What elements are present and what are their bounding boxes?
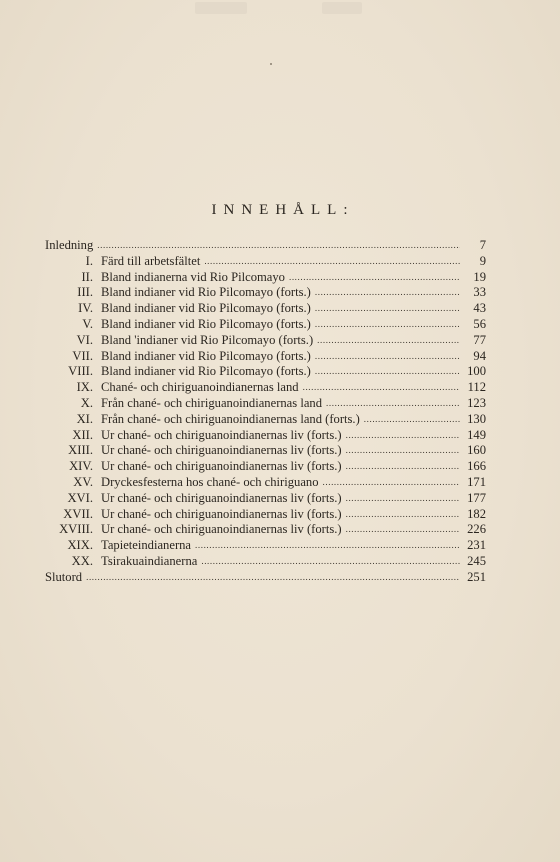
dot-leader [346,428,460,444]
toc-entry [45,570,486,586]
chapter-number: III. [77,285,93,300]
chapter-title: Bland indianer vid Rio Pilcomayo (forts.) [101,348,311,363]
page-number: 94 [473,348,486,363]
dot-leader [346,522,460,538]
page-number: 130 [467,411,486,426]
chapter-title: Tapieteindianerna [101,538,192,553]
toc-entry [45,428,486,444]
dot-leader [346,491,460,507]
toc-entry [45,270,486,286]
chapter-title: Tsirakuaindianerna [101,553,198,568]
page-number: 100 [467,364,486,379]
page-number: 77 [473,332,486,347]
page-number: 149 [467,427,486,442]
chapter-title: Från chané- och chiriguanoindianernas land (forts.) [101,411,360,426]
page-number: 226 [467,522,486,537]
chapter-number: XV. [73,474,93,489]
toc-entry [45,412,486,428]
page-number: 251 [467,569,486,584]
page-number: 123 [467,395,486,410]
chapter-title: Färd till arbetsfältet [101,253,201,268]
page-number: 56 [473,316,486,331]
page-number: 112 [467,380,486,395]
table-of-contents [45,238,486,586]
toc-entry [45,396,486,412]
chapter-number: V. [82,316,93,331]
toc-entry [45,475,486,491]
chapter-number: XIX. [67,538,93,553]
page-number: 43 [473,301,486,316]
toc-entry [45,349,486,365]
toc-entry [45,380,486,396]
toc-entry [45,238,486,254]
page-number: 9 [479,253,486,268]
toc-entry [45,538,486,554]
chapter-number: VII. [72,348,93,363]
page-number: 160 [467,443,486,458]
toc-entry [45,443,486,459]
chapter-number: XII. [72,427,93,442]
dot-leader [303,380,460,396]
chapter-title: Ur chané- och chiriguanoindianernas liv (forts.) [101,427,342,442]
chapter-number: XVIII. [59,522,93,537]
page-number: 33 [473,285,486,300]
toc-entry [45,333,486,349]
dot-leader [195,538,460,554]
dot-leader [204,254,460,270]
chapter-title: Bland indianer vid Rio Pilcomayo (forts.) [101,285,311,300]
dot-leader [289,270,460,286]
page-number: 182 [467,506,486,521]
page-number: 231 [467,538,486,553]
chapter-title: Bland indianerna vid Rio Pilcomayo [101,269,285,284]
chapter-title: Dryckesfesterna hos chané- och chiriguano [101,474,319,489]
chapter-title: Ur chané- och chiriguanoindianernas liv (forts.) [101,506,342,521]
chapter-number: IV. [78,301,93,316]
chapter-title: Ur chané- och chiriguanoindianernas liv (forts.) [101,522,342,537]
dot-leader [317,333,460,349]
dot-leader [315,317,460,333]
toc-heading: INNEHÅLL: [211,202,355,218]
dot-leader [201,554,460,570]
page-number: 19 [473,269,486,284]
dot-leader [346,443,460,459]
chapter-title: Ur chané- och chiriguanoindianernas liv (forts.) [101,443,342,458]
dot-leader [97,238,460,254]
chapter-number: VI. [76,332,93,347]
chapter-title: Bland indianer vid Rio Pilcomayo (forts.) [101,316,311,331]
dot-leader [86,570,460,586]
chapter-title: Ur chané- och chiriguanoindianernas liv (forts.) [101,459,342,474]
page-number: 171 [467,474,486,489]
page-number: 7 [479,238,486,252]
chapter-number: XVI. [67,490,93,505]
toc-entry [45,301,486,317]
chapter-number: IX. [76,380,93,395]
chapter-title: Bland indianer vid Rio Pilcomayo (forts.) [101,301,311,316]
chapter-number: XX. [71,553,93,568]
chapter-title: Bland indianer vid Rio Pilcomayo (forts.) [101,364,311,379]
toc-entry [45,507,486,523]
dot-leader [323,475,460,491]
toc-entry [45,254,486,270]
bleed-through-mark [322,2,362,14]
chapter-number: XI. [76,411,93,426]
chapter-number: XVII. [63,506,93,521]
chapter-title: Slutord [45,569,83,584]
page-number: 177 [467,490,486,505]
dot-leader [346,507,460,523]
chapter-number: X. [80,395,93,410]
bleed-through-mark [195,2,247,14]
chapter-number: II. [81,269,93,284]
toc-entry [45,285,486,301]
page-number: 245 [467,553,486,568]
chapter-title: Ur chané- och chiriguanoindianernas liv (forts.) [101,490,342,505]
chapter-title: Från chané- och chiriguanoindianernas land [101,395,323,410]
toc-entry [45,522,486,538]
toc-entry [45,364,486,380]
dot-leader [364,412,460,428]
chapter-number: VIII. [68,364,93,379]
chapter-number: XIII. [68,443,93,458]
chapter-title: Inledning [45,238,94,252]
dot-leader [315,301,460,317]
dot-leader [315,364,460,380]
dot-leader [315,285,460,301]
dot-leader [315,349,460,365]
paper-speck [270,63,272,65]
chapter-number: I. [85,253,93,268]
chapter-title: Bland 'indianer vid Rio Pilcomayo (forts.) [101,332,314,347]
chapter-title: Chané- och chiriguanoindianernas land [101,380,299,395]
page-number: 166 [467,459,486,474]
dot-leader [326,396,460,412]
toc-entry [45,554,486,570]
dot-leader [346,459,460,475]
chapter-number: XIV. [69,459,93,474]
toc-entry [45,491,486,507]
toc-entry [45,459,486,475]
toc-entry [45,317,486,333]
